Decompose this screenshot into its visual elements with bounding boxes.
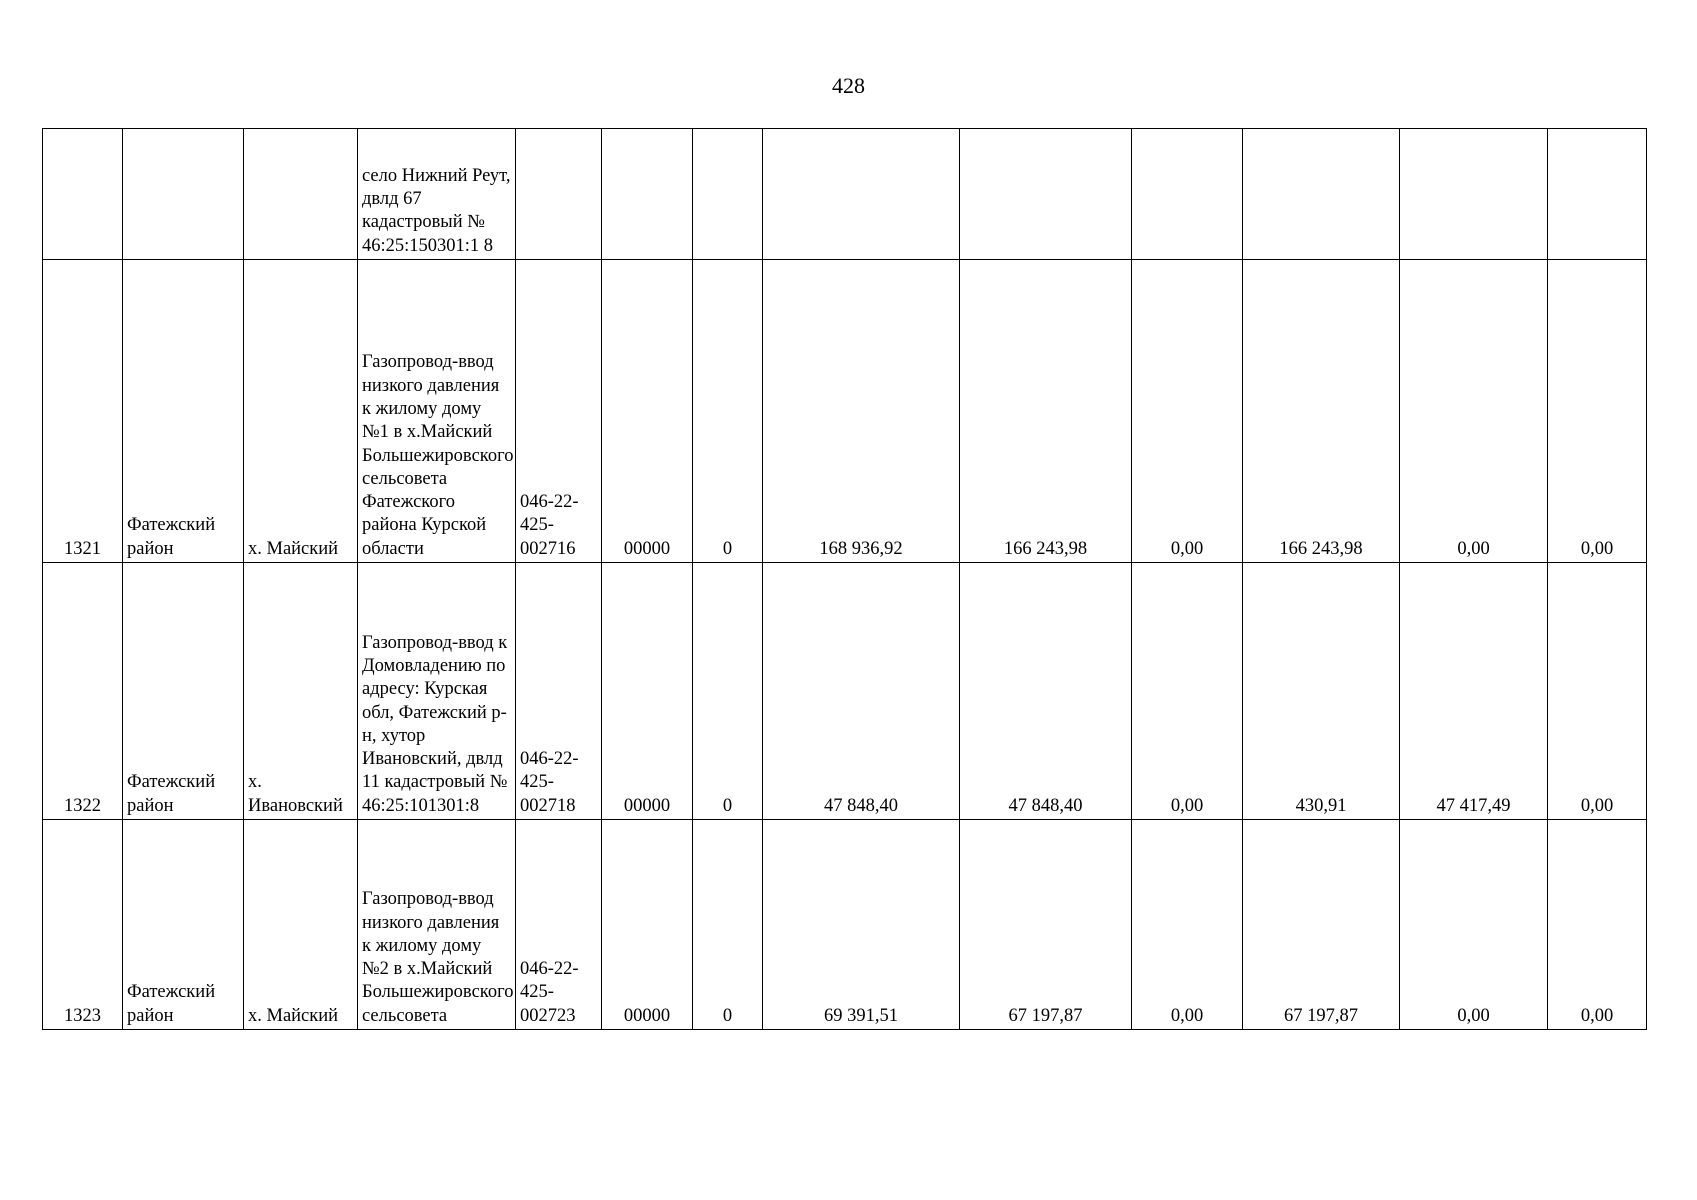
value-4-cell: 166 243,98 (1243, 260, 1400, 563)
value-3-cell: 0,00 (1132, 563, 1243, 820)
value-4-cell: 67 197,87 (1243, 820, 1400, 1030)
code-cell: 046-22-425-002723 (516, 820, 602, 1030)
value-4-cell: 430,91 (1243, 563, 1400, 820)
value-3-cell (1132, 129, 1243, 260)
col6-cell (602, 129, 693, 260)
value-5-cell (1400, 129, 1548, 260)
value-1-cell: 168 936,92 (763, 260, 960, 563)
value-5-cell: 47 417,49 (1400, 563, 1548, 820)
settlement-cell: х. Ивановский (244, 563, 358, 820)
value-4-cell (1243, 129, 1400, 260)
table-row (43, 129, 1647, 260)
row-number-cell: 1323 (43, 820, 123, 1030)
page-number: 428 (832, 73, 865, 98)
col6-cell: 00000 (602, 563, 693, 820)
col7-cell: 0 (693, 260, 763, 563)
value-6-cell (1548, 129, 1647, 260)
code-cell: 046-22-425-002716 (516, 260, 602, 563)
value-6-cell: 0,00 (1548, 820, 1647, 1030)
row-number-cell (43, 129, 123, 260)
value-3-cell: 0,00 (1132, 260, 1243, 563)
table-row (43, 820, 1647, 1030)
district-cell: Фатежский район (123, 260, 244, 563)
col6-cell: 00000 (602, 260, 693, 563)
value-5-cell: 0,00 (1400, 260, 1548, 563)
settlement-cell (244, 129, 358, 260)
col7-cell: 0 (693, 563, 763, 820)
value-2-cell: 67 197,87 (960, 820, 1132, 1030)
value-1-cell: 69 391,51 (763, 820, 960, 1030)
row-number-cell: 1321 (43, 260, 123, 563)
col7-cell: 0 (693, 820, 763, 1030)
value-5-cell: 0,00 (1400, 820, 1548, 1030)
settlement-cell: х. Майский (244, 260, 358, 563)
property-register-table (42, 128, 1647, 1030)
code-cell: 046-22-425-002718 (516, 563, 602, 820)
value-1-cell: 47 848,40 (763, 563, 960, 820)
value-3-cell: 0,00 (1132, 820, 1243, 1030)
table-row (43, 260, 1647, 563)
code-cell (516, 129, 602, 260)
value-2-cell: 166 243,98 (960, 260, 1132, 563)
table-row (43, 563, 1647, 820)
district-cell: Фатежский район (123, 563, 244, 820)
row-number-cell: 1322 (43, 563, 123, 820)
col7-cell (693, 129, 763, 260)
value-6-cell: 0,00 (1548, 260, 1647, 563)
district-cell (123, 129, 244, 260)
description-cell: Газопровод-ввод низкого давления к жилому дому №1 в х.Майский Большежировского сельсовета Фатежского района Курской области (358, 260, 516, 563)
district-cell: Фатежский район (123, 820, 244, 1030)
value-2-cell (960, 129, 1132, 260)
value-2-cell: 47 848,40 (960, 563, 1132, 820)
description-cell: Газопровод-ввод к Домовладению по адресу: Курская обл, Фатежский р-н, хутор Ивановский, двлд 11 кадастровый № 46:25:101301:8 (358, 563, 516, 820)
col6-cell: 00000 (602, 820, 693, 1030)
description-cell: село Нижний Реут, двлд 67 кадастровый № 46:25:150301:1 8 (358, 129, 516, 260)
value-6-cell: 0,00 (1548, 563, 1647, 820)
description-cell: Газопровод-ввод низкого давления к жилому дому №2 в х.Майский Большежировского сельсовета (358, 820, 516, 1030)
value-1-cell (763, 129, 960, 260)
settlement-cell: х. Майский (244, 820, 358, 1030)
